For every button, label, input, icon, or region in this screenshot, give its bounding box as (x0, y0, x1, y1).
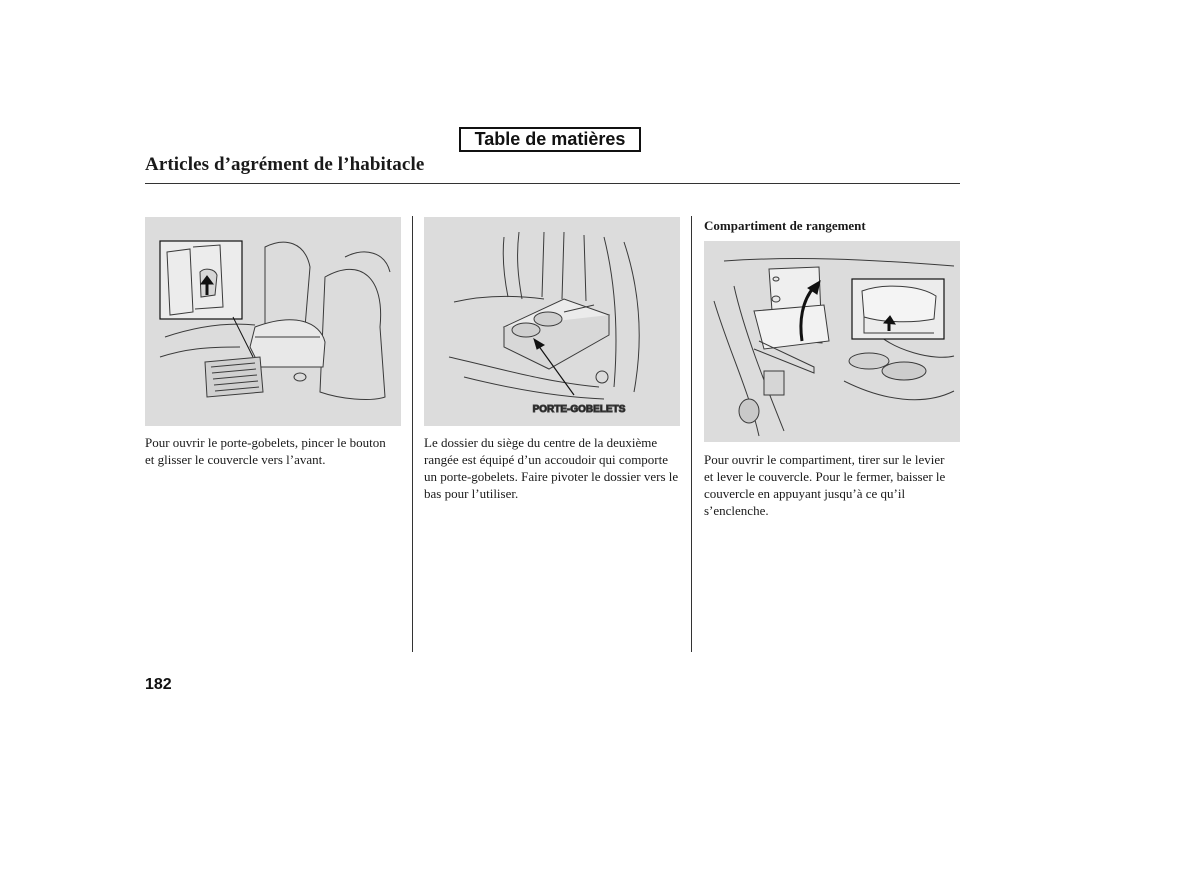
storage-compartment-illustration (704, 241, 960, 442)
front-cupholder-illustration (145, 217, 401, 426)
table-of-contents-button[interactable]: Table de matières (459, 127, 641, 152)
front-cupholder-instructions: Pour ouvrir le porte-gobelets, pincer le bouton et glisser le couvercle vers l’avant. (145, 435, 386, 467)
column-divider-2 (691, 216, 692, 652)
rear-cupholder-illustration (424, 217, 680, 426)
storage-compartment-instructions: Pour ouvrir le compartiment, tirer sur le levier et lever le couvercle. Pour le fermer, baisser le couvercle en appuyant jusqu’à ce qu’il s’enclenche. (704, 452, 946, 518)
cupholder-callout-label: PORTE-GOBELETS (532, 404, 626, 415)
storage-compartment-heading: Compartiment de rangement (704, 218, 866, 233)
header-rule (145, 183, 960, 184)
rear-cupholder-instructions: Le dossier du siège du centre de la deuxième rangée est équipé d’un accoudoir qui comporte un porte-gobelets. Faire pivoter le dossier vers le bas pour l’utiliser. (424, 435, 679, 501)
column-divider-1 (412, 216, 413, 652)
section-title: Articles d’agrément de l’habitacle (145, 154, 425, 175)
page-number: 182 (145, 676, 172, 693)
